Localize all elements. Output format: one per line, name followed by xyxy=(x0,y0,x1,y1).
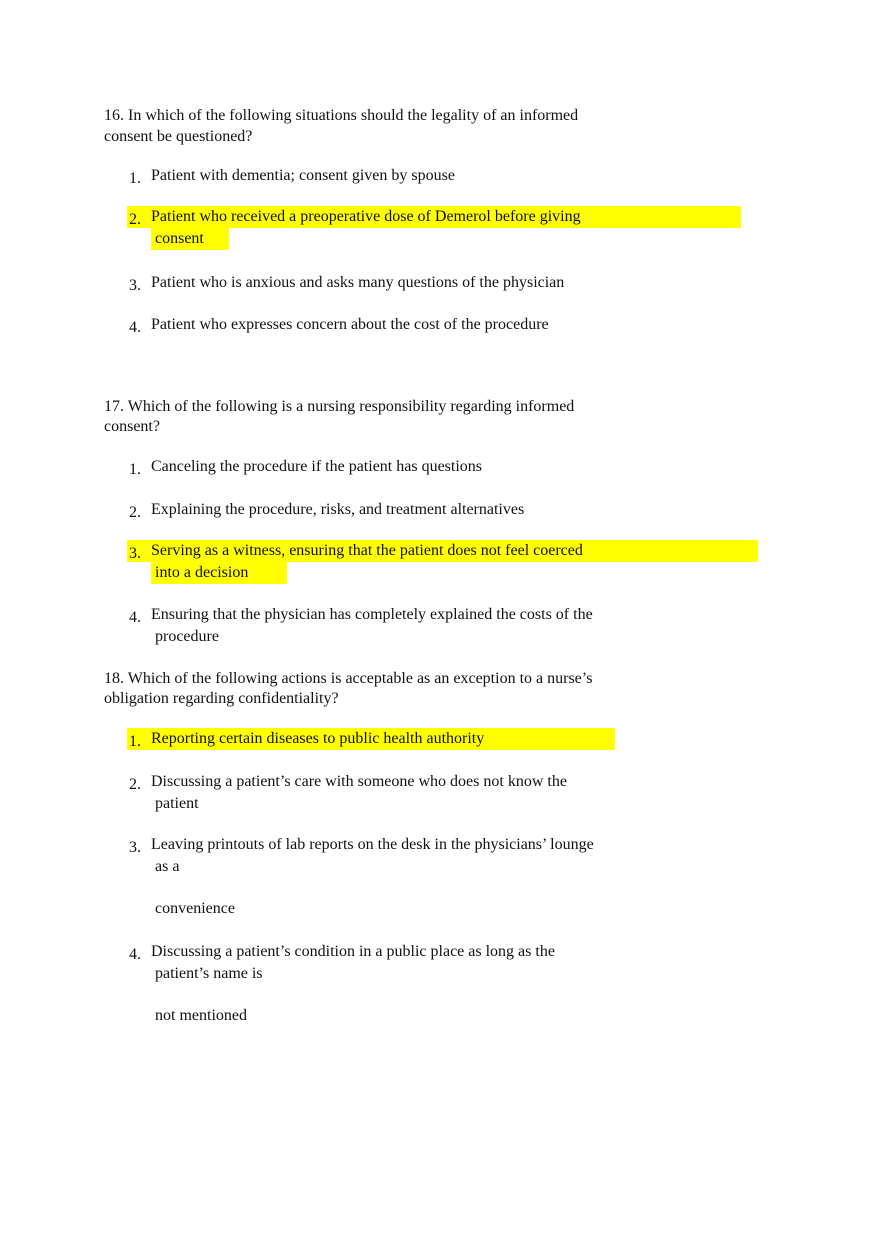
option-text: procedure xyxy=(155,628,219,645)
option-number: 2. xyxy=(129,776,141,793)
option-number: 4. xyxy=(129,946,141,963)
option-number: 2. xyxy=(129,504,141,521)
option-number: 4. xyxy=(129,319,141,336)
option-text: Patient who expresses concern about the cost of the procedure xyxy=(151,316,549,333)
option-text: into a decision xyxy=(155,564,249,581)
option-text: Serving as a witness, ensuring that the patient does not feel coerced xyxy=(151,542,583,559)
question-stem-line: 18. Which of the following actions is acceptable as an exception to a nurse’s xyxy=(104,670,593,687)
option-text: Reporting certain diseases to public health authority xyxy=(151,730,485,747)
option-text: Leaving printouts of lab reports on the desk in the physicians’ lounge xyxy=(151,836,594,853)
question-stem-line: obligation regarding confidentiality? xyxy=(104,690,339,707)
question-stem-line: 17. Which of the following is a nursing responsibility regarding informed xyxy=(104,398,575,415)
option-text: Explaining the procedure, risks, and treatment alternatives xyxy=(151,501,525,518)
option-number: 1. xyxy=(129,733,141,750)
option-number: 1. xyxy=(129,170,141,187)
question-stem-line: 16. In which of the following situations should the legality of an informed xyxy=(104,107,579,124)
option-number: 4. xyxy=(129,609,141,626)
option-number: 3. xyxy=(129,839,141,856)
option-number: 2. xyxy=(129,211,141,228)
option-text: as a xyxy=(155,858,180,875)
option-text: Discussing a patient’s condition in a public place as long as the xyxy=(151,943,555,960)
question-stem-line: consent be questioned? xyxy=(104,128,253,145)
question-stem-line: consent? xyxy=(104,418,160,435)
option-text: Ensuring that the physician has completely explained the costs of the xyxy=(151,606,593,623)
option-text: consent xyxy=(155,230,204,247)
option-text: Canceling the procedure if the patient has questions xyxy=(151,458,483,475)
option-number: 3. xyxy=(129,277,141,294)
option-text: Discussing a patient’s care with someone who does not know the xyxy=(151,773,567,790)
option-text: patient’s name is xyxy=(155,965,263,982)
option-number: 3. xyxy=(129,545,141,562)
option-text: Patient who is anxious and asks many questions of the physician xyxy=(151,274,565,291)
option-text: Patient who received a preoperative dose of Demerol before giving xyxy=(151,208,581,225)
option-text: Patient with dementia; consent given by spouse xyxy=(151,167,455,184)
option-text: patient xyxy=(155,795,199,812)
option-text: not mentioned xyxy=(155,1007,247,1024)
option-number: 1. xyxy=(129,461,141,478)
option-text: convenience xyxy=(155,900,235,917)
